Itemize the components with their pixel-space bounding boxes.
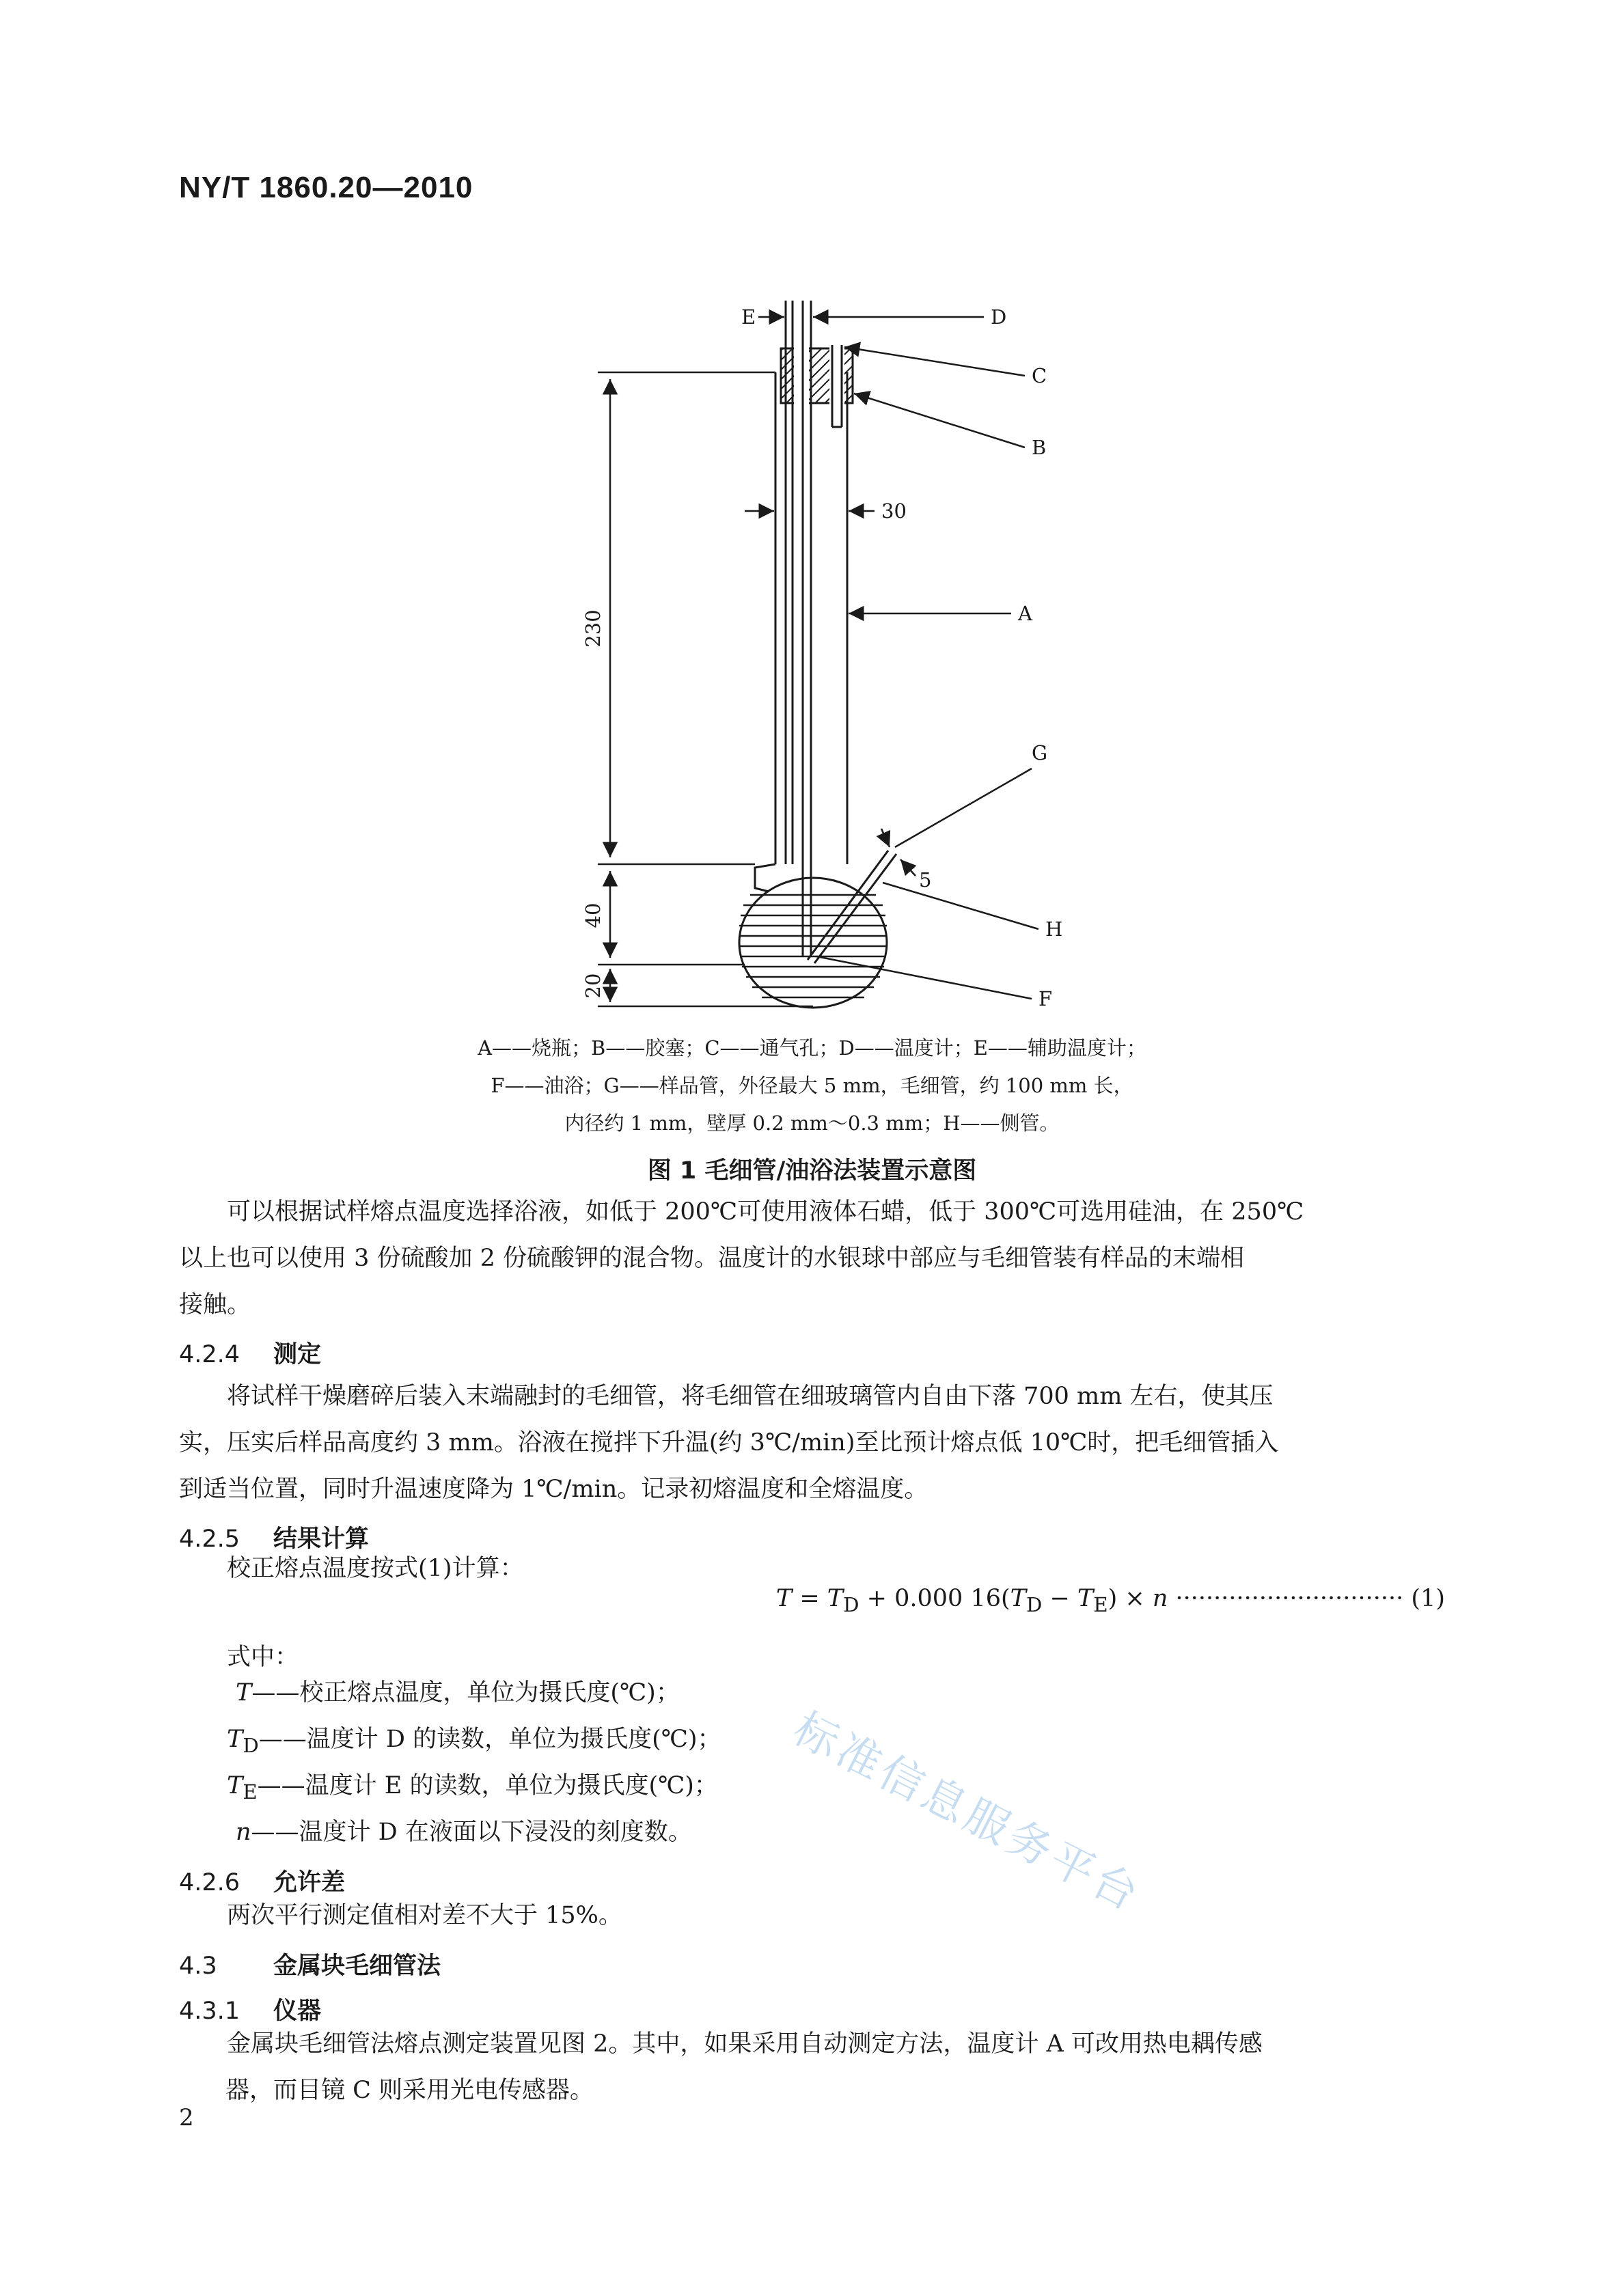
formula-number: (1) [1403,1585,1445,1612]
var-n: n——温度计 D 在液面以下浸没的刻度数。 [236,1819,692,1846]
apparatus-diagram [0,0,1624,1066]
label-a: A [1018,602,1032,625]
label-h: H [1045,917,1063,941]
figure-caption-line-1: A——烧瓶；B——胶塞；C——通气孔；D——温度计；E——辅助温度计； [478,1036,1146,1060]
paragraph-bath-line-1: 可以根据试样熔点温度选择浴液，如低于 200℃可使用液体石蜡，低于 300℃可选用硅油，在 250℃ [227,1198,1304,1226]
var-te: $T_E——$温度计 E 的读数，单位为摄氏度(℃)； [227,1772,718,1804]
var-t: T——校正熔点温度，单位为摄氏度(℃)； [236,1679,680,1707]
paragraph-determination-line-3: 到适当位置，同时升温速度降为 1℃/min。记录初熔温度和全熔温度。 [179,1476,928,1503]
paragraph-bath-line-3: 接触。 [179,1291,251,1318]
paragraph-determination-line-2: 实，压实后样品高度约 3 mm。浴液在搅拌下升温(约 3℃/min)至比预计熔点低 10℃时，把毛细管插入 [179,1429,1279,1456]
where-label: 式中： [227,1644,299,1671]
label-c: C [1032,364,1047,387]
section-4-2-4-heading [179,1336,321,1370]
section-number: 4.2.5 [179,1525,240,1553]
section-title: 结果计算 [273,1525,370,1553]
section-number: 4.3 [179,1952,217,1980]
label-e: E [741,305,756,329]
figure-title: 图 1 毛细管/油浴法装置示意图 [647,1157,977,1185]
section-number: 4.3.1 [179,1998,240,2025]
dim-5: 5 [919,868,932,892]
formula-1: $T = T_D + 0.000$ $16(T_D - T_E) \times n$ ······························ (1) [775,1585,1445,1616]
section-number: 4.2.6 [179,1869,240,1896]
label-f: F [1038,987,1053,1010]
label-b: B [1032,436,1047,459]
dim-230: 230 [581,609,605,648]
figure-caption-line-2: F——油浴；G——样品管，外径最大 5 mm，毛细管，约 100 mm 长， [491,1074,1133,1097]
section-title: 测定 [273,1341,322,1368]
section-number: 4.2.4 [179,1341,240,1368]
section-title: 仪器 [273,1998,322,2025]
section-4-3-heading [179,1947,441,1981]
paragraph-determination-line-1: 将试样干燥磨碎后装入末端融封的毛细管，将毛细管在细玻璃管内自由下落 700 mm 左右，使其压 [227,1383,1274,1410]
paragraph-bath-line-2: 以上也可以使用 3 份硫酸加 2 份硫酸钾的混合物。温度计的水银球中部应与毛细管装有样品的末端相 [179,1245,1245,1272]
dim-20: 20 [581,973,605,999]
paragraph-calc: 校正熔点温度按式(1)计算： [227,1555,524,1582]
page-number: 2 [179,2104,194,2131]
dim-30: 30 [881,499,907,523]
label-g: G [1032,741,1048,764]
section-title: 金属块毛细管法 [273,1952,441,1980]
figure-caption-line-3: 内径约 1 mm，壁厚 0.2 mm～0.3 mm；H——侧管。 [564,1111,1060,1135]
var-td: $T_D——$温度计 D 的读数，单位为摄氏度(℃)； [227,1726,721,1757]
formula-t: T [775,1585,793,1612]
paragraph-tolerance: 两次平行测定值相对差不大于 15%。 [227,1902,622,1929]
section-title: 允许差 [273,1869,346,1896]
oil-bath-lines [739,895,887,997]
paragraph-instrument-line-1: 金属块毛细管法熔点测定装置见图 2。其中，如果采用自动测定方法，温度计 A 可改用热电耦传感 [227,2030,1263,2058]
paragraph-instrument-line-2: 器，而目镜 C 则采用光电传感器。 [225,2077,594,2104]
watermark: 标准信息服务平台 [785,1703,1150,1922]
document-code: NY/T 1860.20—2010 [179,171,473,204]
label-d: D [991,305,1007,329]
dim-40: 40 [581,902,605,928]
